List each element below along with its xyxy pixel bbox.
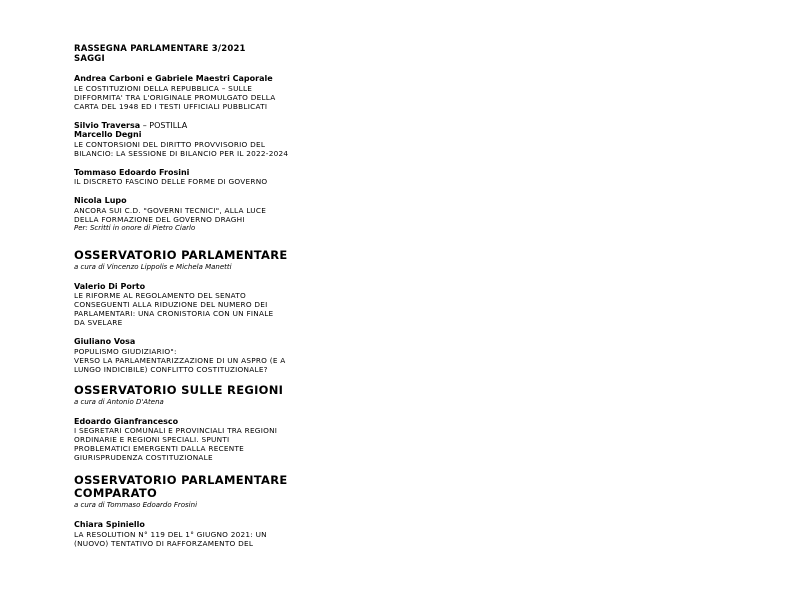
article-author: Nicola Lupo xyxy=(74,196,127,205)
article-entry xyxy=(74,520,414,548)
section-editors: a cura di Antonio D'Atena xyxy=(74,397,164,406)
article-author: Marcello Degni xyxy=(74,130,142,139)
article-author: Valerio Di Porto xyxy=(74,281,146,291)
article-title-line: BILANCIO: LA SESSIONE DI BILANCIO PER IL 2022-2024 xyxy=(74,148,289,158)
article-title-line: DA SVELARE xyxy=(74,318,123,327)
article-author: Silvio Traversa xyxy=(74,120,141,130)
article-author-line xyxy=(74,121,414,131)
article-title-line: PARLAMENTARI: UNA CRONISTORIA CON UN FINALE xyxy=(74,309,274,318)
section-editors: a cura di Vincenzo Lippolis e Michela Manetti xyxy=(74,262,232,271)
article-title-line: DELLA FORMAZIONE DEL GOVERNO DRAGHI xyxy=(74,214,245,224)
article-entry xyxy=(74,337,414,374)
article-author: Giuliano Vosa xyxy=(74,337,136,346)
section-editors: a cura di Tommaso Edoardo Frosini xyxy=(74,501,198,509)
section-title: OSSERVATORIO SULLE REGIONI xyxy=(74,382,284,397)
article-title-line: LE RIFORME AL REGOLAMENTO DEL SENATO xyxy=(74,291,246,300)
article-title-line: POPULISMO GIUDIZIARIO": xyxy=(74,346,177,356)
article-title-line: (NUOVO) TENTATIVO DI RAFFORZAMENTO DEL xyxy=(74,538,254,548)
section-title-continued: COMPARATO xyxy=(74,486,158,500)
article-title-line: IL DISCRETO FASCINO DELLE FORME DI GOVERNO xyxy=(74,177,268,186)
article-entry xyxy=(74,74,414,111)
article-title-line: CONSEGUENTI ALLA RIDUZIONE DEL NUMERO DEI xyxy=(74,300,268,309)
article-title-line: PROBLEMATICI EMERGENTI DALLA RECENTE xyxy=(74,444,245,453)
article-author: Edoardo Gianfrancesco xyxy=(74,416,179,426)
article-title-line: CARTA DEL 1948 ED I TESTI UFFICIALI PUBBLICATI xyxy=(74,101,268,111)
article-title-line: LA RESOLUTION N° 119 DEL 1° GIUGNO 2021: UN xyxy=(74,529,267,539)
article-entry xyxy=(74,282,414,328)
article-title-line: I SEGRETARI COMUNALI E PROVINCIALI TRA REGIONI xyxy=(74,426,278,435)
article-title-line: DIFFORMITA' TRA L'ORIGINALE PROMULGATO DELLA xyxy=(74,92,276,102)
section-title: OSSERVATORIO PARLAMENTARE xyxy=(74,473,288,487)
document-page xyxy=(74,44,414,548)
document-header xyxy=(74,44,414,64)
article-entry xyxy=(74,168,414,187)
article-title-line: GIURISPRUDENZA COSTITUZIONALE xyxy=(74,453,213,462)
article-title-line: ANCORA SUI C.D. "GOVERNI TECNICI", ALLA LUCE xyxy=(74,205,267,215)
article-note: Per: Scritti in onore di Pietro Ciarlo xyxy=(74,223,196,232)
article-title-line: ORDINARIE E REGIONI SPECIALI. SPUNTI xyxy=(74,435,230,444)
article-author: Chiara Spiniello xyxy=(74,520,145,529)
article-entry xyxy=(74,121,414,158)
article-entry xyxy=(74,196,414,233)
article-author: Andrea Carboni e Gabriele Maestri Caporale xyxy=(74,74,273,83)
article-author: Tommaso Edoardo Frosini xyxy=(74,167,190,177)
article-title-line: LE COSTITUZIONI DELLA REPUBBLICA – SULLE xyxy=(74,83,253,93)
section-label-saggi: SAGGI xyxy=(74,54,105,64)
journal-title: RASSEGNA PARLAMENTARE 3/2021 xyxy=(74,44,246,54)
article-title-line: LUNGO INDICIBILE) CONFLITTO COSTITUZIONALE? xyxy=(74,364,268,374)
article-title-line: LE CONTORSIONI DEL DIRITTO PROVVISORIO DEL xyxy=(74,139,266,149)
section-title: OSSERVATORIO PARLAMENTARE xyxy=(74,247,288,262)
article-title-line: VERSO LA PARLAMENTARIZZAZIONE DI UN ASPRO (E A xyxy=(74,355,286,365)
article-author-note: – POSTILLA xyxy=(140,120,188,130)
article-entry xyxy=(74,417,414,463)
